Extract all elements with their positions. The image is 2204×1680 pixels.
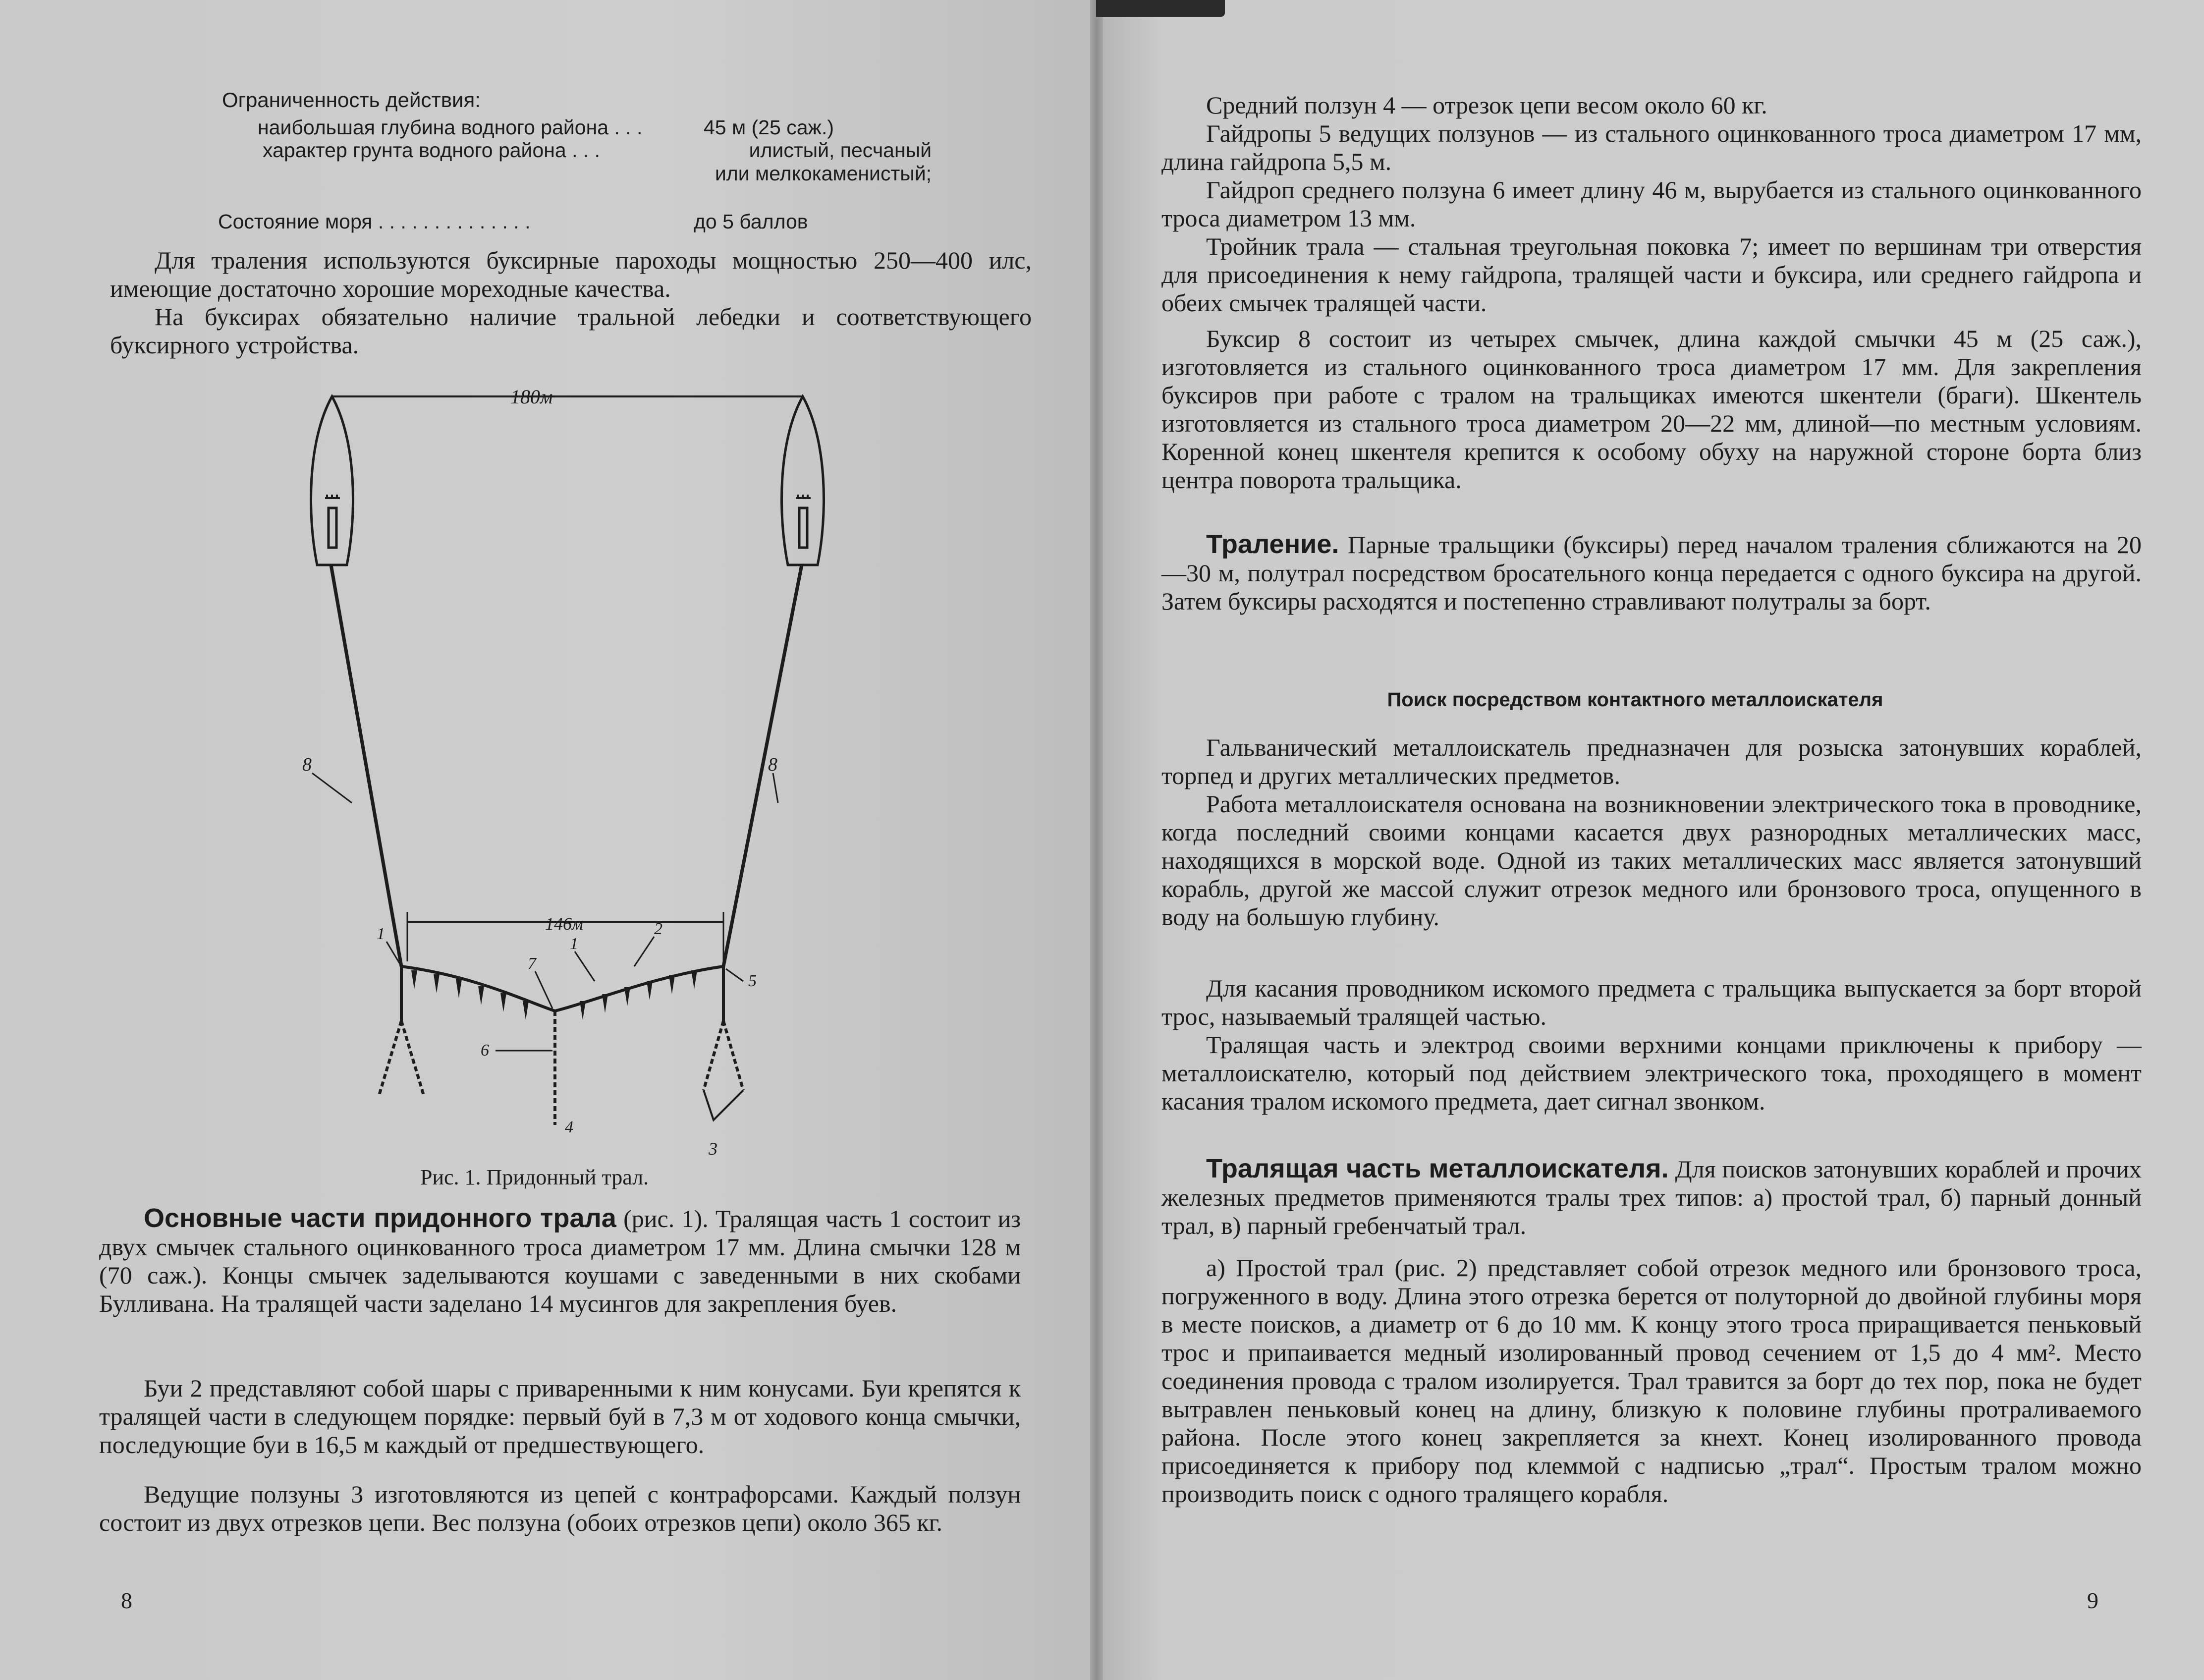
label-5: 5 <box>748 972 757 990</box>
dimension-top: 180м <box>510 386 553 408</box>
sweep-types-body: Для поисков затонувших кораблей и прочих железных предметов применяются тралы трех типов: а) простой трал, б) парный донный трал, в) парный гребенчатый трал. <box>1161 1155 2142 1239</box>
label-4: 4 <box>565 1118 573 1136</box>
paragraph-main-parts <box>99 1204 1021 1318</box>
page-number-left: 8 <box>121 1588 132 1613</box>
trawl-diagram <box>277 367 872 1170</box>
page-number-right: 9 <box>2087 1588 2098 1613</box>
paragraph-electrode: Тралящая часть и электрод своими верхними концами приключены к прибору — металлоискателю, который под действием электрического тока, проходящего в момент касания тралом искомого предмета, дает сигнал звонком. <box>1161 1031 2142 1115</box>
sweep-types-heading: Тралящая часть металлоискателя. <box>1206 1154 1669 1183</box>
trawling-heading: Траление. <box>1206 529 1339 559</box>
paragraph-middle-gaidrop: Гайдроп среднего ползуна 6 имеет длину 46 м, вырубается из стального оцинкованного троса диаметром 13 мм. <box>1161 176 2142 232</box>
paragraph-winch: На буксирах обязательно наличие тральной лебедки и соответствующего буксирного устройства. <box>110 303 1032 359</box>
paragraph-triplet: Тройник трала — стальная треугольная поковка 7; имеет по вершинам три отверстия для присоединения к нему гайдропа, тралящей части и буксира, или среднего гайдропа и обеих смычек тралящей части. <box>1161 232 2142 317</box>
limitations-title: Ограниченность действия: <box>222 88 481 112</box>
label-3: 3 <box>709 1139 717 1159</box>
book-spine <box>1090 0 1103 1680</box>
paragraph-trawling <box>1161 530 2142 616</box>
label-1-left: 1 <box>377 925 385 943</box>
limit-ground-value: илистый, песчаный или мелкокаменистый; <box>715 139 932 185</box>
section-subheading: Поиск посредством контактного металлоискателя <box>1387 689 1883 711</box>
left-page <box>0 0 1096 1680</box>
limit-sea-value: до 5 баллов <box>694 210 808 233</box>
label-6: 6 <box>481 1041 489 1060</box>
paragraph-buoys: Буи 2 представляют собой шары с приваренными к ним конусами. Буи крепятся к тралящей части в следующем порядке: первый буй в 7,3 м от ходового конца смычки, последующие буи в 16,5 м каждый от предшествующего. <box>99 1374 1021 1458</box>
limit-sea-label: Состояние моря . . . . . . . . . . . . . . <box>218 210 531 233</box>
label-2: 2 <box>654 920 662 938</box>
limit-ground-label: характер грунта водного района . . . <box>263 139 601 162</box>
right-page <box>1096 0 2204 1680</box>
paragraph-work-principle: Работа металлоискателя основана на возникновении электрического тока в проводнике, когда последний своими концами касается двух разнородных металлических масс, находящихся в морской воде. Одной из таких металлических масс является затонувший корабль, другой же массой служит отрезок медного или бронзового троса, опущенного в воду на большую глубину. <box>1161 790 2142 931</box>
paragraph-tow: Буксир 8 состоит из четырех смычек, длина каждой смычки 45 м (25 саж.), изготовляется из стального оцинкованного троса диаметром 17 мм. Для закрепления буксиров при работе с тралом на тральщиках имеются шкентели (браги). Шкентель изготовляется из стального троса диаметром 20—22 мм, длиной—по местным условиям. Коренной конец шкентеля крепится к особому обуху на наружной стороне борта близ центра поворота тральщика. <box>1161 325 2142 494</box>
label-8-right: 8 <box>768 754 777 775</box>
figure-caption: Рис. 1. Придонный трал. <box>420 1165 649 1189</box>
paragraph-sliders: Ведущие ползуны 3 изготовляются из цепей с контрафорсами. Каждый ползун состоит из двух отрезков цепи. Вес ползуна (обоих отрезков цепи) около 365 кг. <box>99 1480 1021 1536</box>
paragraph-second-rope: Для касания проводником искомого предмета с тральщика выпускается за борт второй трос, называемый тралящей частью. <box>1161 974 2142 1030</box>
limit-depth-label: наибольшая глубина водного района . . . <box>258 116 643 139</box>
paragraph-middle-slider: Средний ползун 4 — отрезок цепи весом около 60 кг. <box>1206 91 1767 119</box>
dimension-bottom: 146м <box>545 914 583 934</box>
trawling-body: Парные тральщики (буксиры) перед началом траления сближаются на 20—30 м, полутрал посредством бросательного конца передается с одного буксира на другой. Затем буксиры расходятся и постепенно стравливают полутралы за борт. <box>1161 531 2142 615</box>
section-body: (рис. 1). Тралящая часть 1 состоит из двух смычек стального оцинкованного троса диаметром 17 мм. Длина смычки 128 м (70 саж.). Концы смычек заделываются коушами с заведенными в них скобами Булливана. На тралящей части заделано 14 мусингов для закрепления буев. <box>99 1205 1021 1317</box>
paragraph-gaidrops: Гайдропы 5 ведущих ползунов — из стального оцинкованного троса диаметром 17 мм, длина гайдропа 5,5 м. <box>1161 119 2142 175</box>
paragraph-sweep-types <box>1161 1155 2142 1240</box>
binding-tab <box>1096 0 1225 17</box>
paragraph-simple-trawl: а) Простой трал (рис. 2) представляет собой отрезок медного или бронзового троса, погруженного в воду. Длина этого отрезка берется от полуторной до двойной глубины моря в месте поисков, а диаметр от 6 до 10 мм. К концу этого троса приращивается пеньковый трос и припаивается медный изолированный провод сечением от 1,5 до 4 мм². Место соединения провода с тралом изолируется. Трал травится за борт до тех пор, пока не будет вытравлен пеньковый конец на длину, близкую к половине глубины протраливаемого района. После этого конец закрепляется за кнехт. Конец изолированного провода присоединяется к прибору под клеммой с надписью „трал“. Простым тралом можно производить поиск с одного тралящего корабля. <box>1161 1254 2142 1508</box>
paragraph-tugs: Для траления используются буксирные пароходы мощностью 250—400 илс, имеющие достаточно хорошие мореходные качества. <box>110 246 1032 302</box>
limit-depth-value: 45 м (25 саж.) <box>704 116 834 139</box>
label-1-center: 1 <box>570 935 578 953</box>
label-7: 7 <box>528 954 536 973</box>
paragraph-galvanic: Гальванический металлоискатель предназначен для розыска затонувших кораблей, торпед и других металлических предметов. <box>1161 733 2142 789</box>
section-heading: Основные части придонного трала <box>144 1203 616 1233</box>
label-8-left: 8 <box>302 754 312 775</box>
